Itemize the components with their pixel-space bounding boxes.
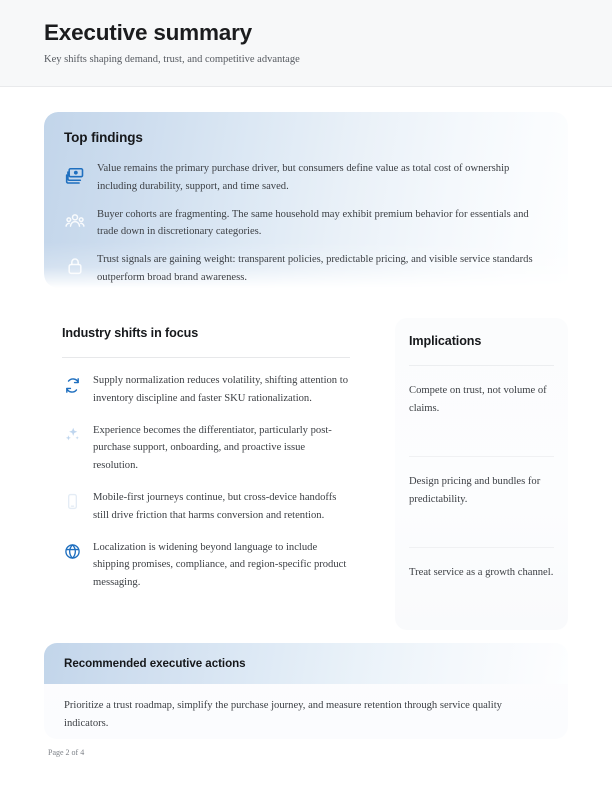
page-header: [0, 0, 612, 87]
list-item-text: Localization is widening beyond language to include shipping promises, compliance, and region-specific product messaging.: [93, 541, 347, 589]
implications-panel: [395, 318, 568, 630]
page-title: Executive summary: [44, 20, 252, 45]
list-item-text: Value remains the primary purchase driver, but consumers define value as total cost of ownership including durability, support, and time saved.: [97, 163, 510, 192]
list-item: Design pricing and bundles for predictability.: [409, 476, 541, 505]
recommended-actions-body: Prioritize a trust roadmap, simplify the purchase journey, and measure retention through service quality indicators.: [64, 700, 502, 729]
refresh-sync-icon: [62, 375, 82, 395]
list-item: [64, 160, 542, 196]
list-item: [64, 251, 542, 287]
recommended-actions-header: [44, 643, 568, 684]
list-item: Compete on trust, not volume of claims.: [409, 385, 547, 414]
list-item: [64, 206, 542, 242]
page-subtitle: Key shifts shaping demand, trust, and competitive advantage: [44, 53, 300, 65]
list-item: [62, 372, 350, 408]
lock-icon: [64, 255, 86, 277]
industry-shifts-section: [62, 326, 350, 592]
implications-heading: Implications: [409, 334, 482, 348]
users-group-icon: [64, 210, 86, 232]
list-item: [62, 539, 350, 592]
mobile-phone-icon: [62, 492, 82, 512]
top-findings-card: [44, 112, 568, 297]
industry-shifts-heading: Industry shifts in focus: [62, 326, 199, 340]
list-item-text: Buyer cohorts are fragmenting. The same household may exhibit premium behavior for essentials and trade down in discretionary categories.: [97, 208, 529, 238]
sparkles-icon: [62, 425, 82, 445]
list-item-text: Trust signals are gaining weight: transparent policies, predictable pricing, and visible service standards outperform broad brand awareness.: [97, 254, 533, 283]
globe-icon: [62, 542, 82, 562]
top-findings-title: Top findings: [64, 130, 143, 145]
banknotes-icon: [64, 164, 86, 186]
list-item: [62, 489, 350, 525]
list-item: [62, 422, 350, 475]
list-item-text: Supply normalization reduces volatility, shifting attention to inventory discipline and faster SKU rationalization.: [93, 375, 348, 404]
section-divider: [62, 357, 350, 358]
list-item-text: Experience becomes the differentiator, particularly post-purchase support, onboarding, and proactive issue resolution.: [93, 424, 332, 472]
list-item: Treat service as a growth channel.: [409, 567, 554, 578]
recommended-actions-title: Recommended executive actions: [64, 657, 246, 670]
list-item-text: Mobile-first journeys continue, but cross-device handoffs still drive friction that harms conversion and retention.: [93, 491, 337, 521]
page-footer: Page 2 of 4: [48, 748, 85, 757]
recommended-actions-card: [44, 643, 568, 739]
